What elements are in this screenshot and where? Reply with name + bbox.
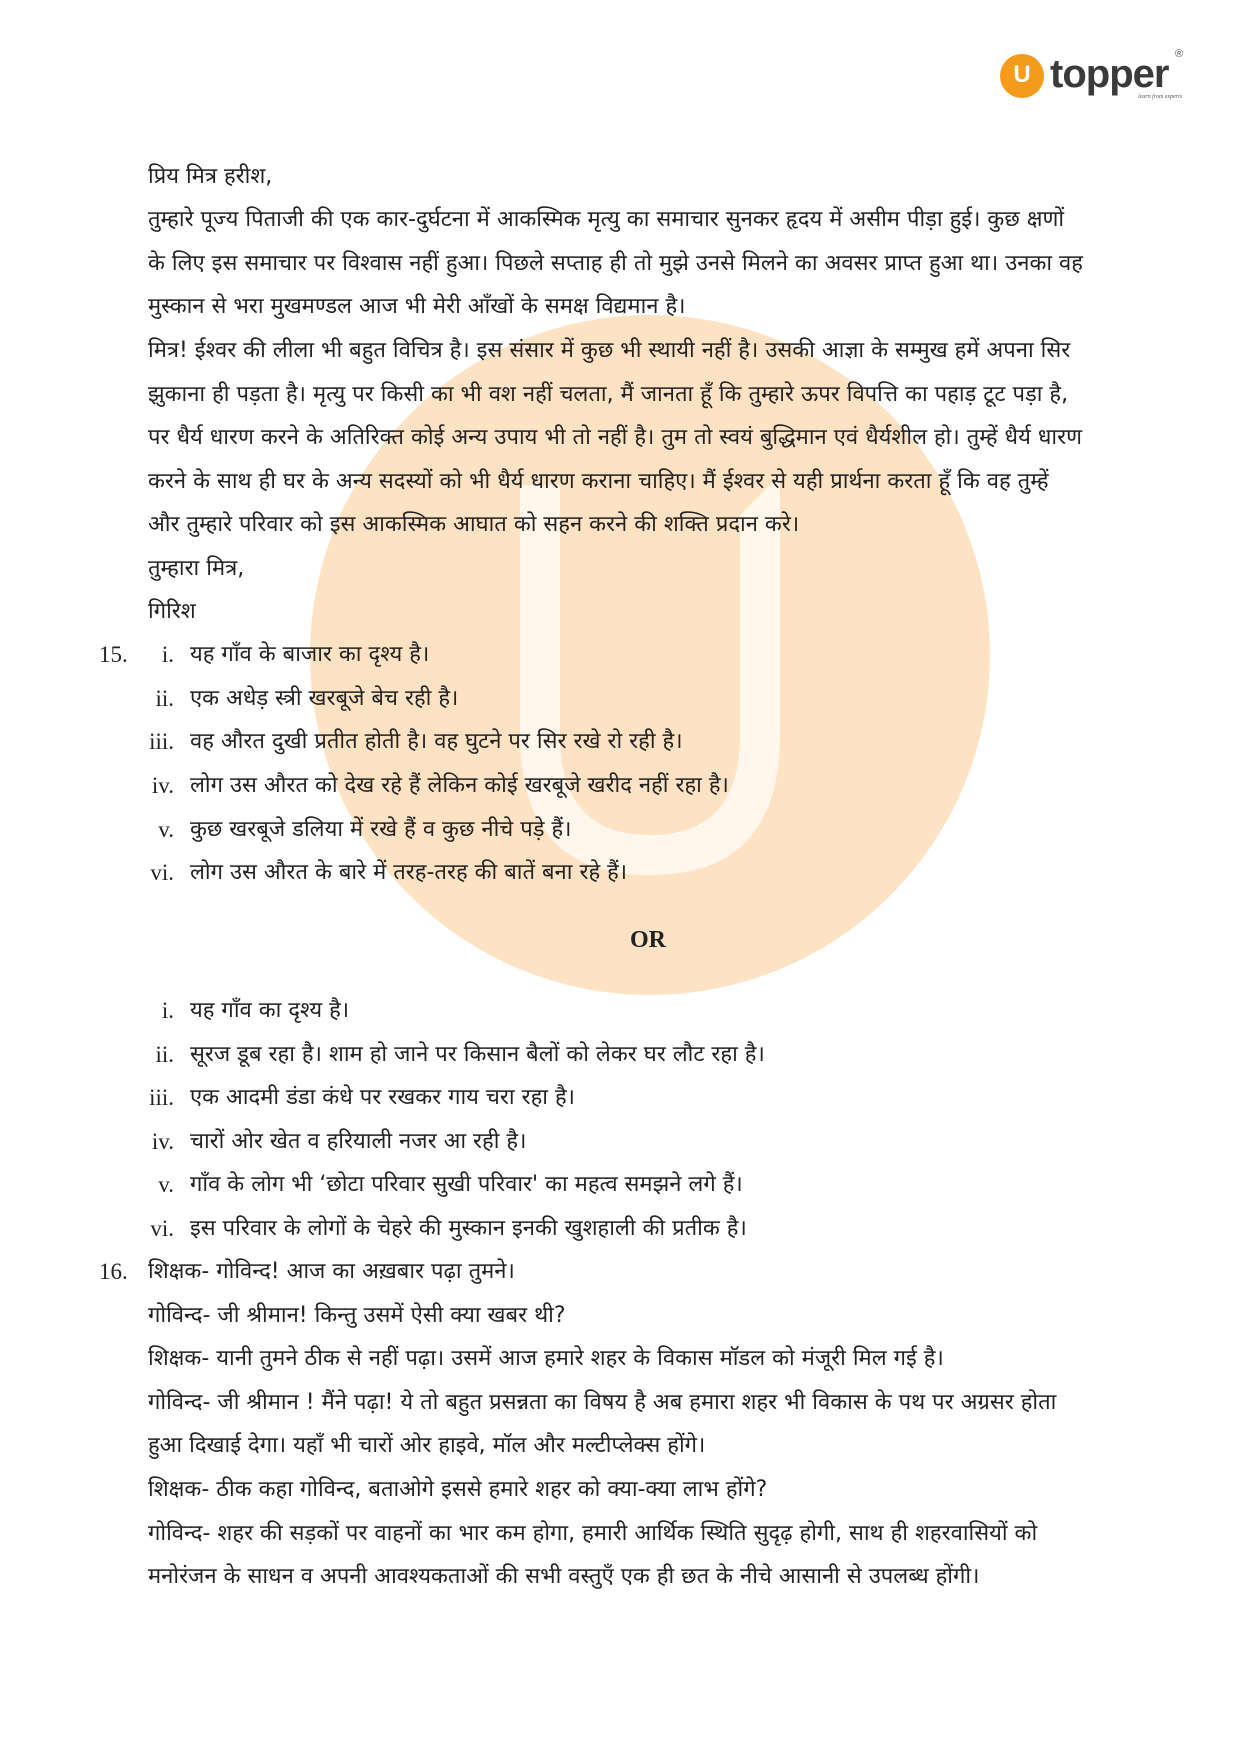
item-label: iii. <box>149 1085 174 1110</box>
dialogue-line: गोविन्द- जी श्रीमान ! मैंने पढ़ा! ये तो बहुत प्रसन्नता का विषय है अब हमारा शहर भी विकास के पथ पर अग्रसर होता <box>148 1390 1057 1415</box>
letter-body-line: के लिए इस समाचार पर विश्वास नहीं हुआ। पिछले सप्ताह ही तो मुझे उनसे मिलने का अवसर प्राप्त हुआ था। उनका वह <box>148 251 1083 276</box>
item-label: i. <box>161 998 174 1023</box>
item-text: इस परिवार के लोगों के चेहरे की मुस्कान इनकी खुशहाली की प्रतीक है। <box>190 1216 747 1241</box>
dialogue-line: गोविन्द- जी श्रीमान! किन्तु उसमें ऐसी क्या खबर थी? <box>148 1303 566 1328</box>
item-text: लोग उस औरत को देख रहे हैं लेकिन कोई खरबूजे खरीद नहीं रहा है। <box>190 773 729 798</box>
item-label: iv. <box>151 1129 174 1154</box>
dialogue-line: हुआ दिखाई देगा। यहाँ भी चारों ओर हाइवे, मॉल और मल्टीप्लेक्स होंगे। <box>148 1433 706 1458</box>
item-label: ii. <box>155 686 174 711</box>
letter-body-line: पर धैर्य धारण करने के अतिरिक्त कोई अन्य उपाय भी तो नहीं है। तुम तो स्वयं बुद्धिमान एवं धैर्यशील हो। तुम्हें धैर्य धारण <box>148 425 1082 450</box>
letter-body-line: मुस्कान से भरा मुखमण्डल आज भी मेरी आँखों के समक्ष विद्यमान है। <box>148 294 686 319</box>
item-label: vi. <box>150 1216 174 1241</box>
dialogue-line: शिक्षक- गोविन्द! आज का अख़बार पढ़ा तुमने। <box>148 1259 515 1284</box>
item-text: सूरज डूब रहा है। शाम हो जाने पर किसान बैलों को लेकर घर लौट रहा है। <box>190 1042 765 1067</box>
brand-tagline: learn from experts <box>1138 94 1183 100</box>
item-text: लोग उस औरत के बारे में तरह-तरह की बातें बना रहे हैं। <box>190 860 628 885</box>
brand-circle-icon: U <box>1000 54 1044 98</box>
brand-name: topper <box>1050 52 1169 96</box>
brand-registered-mark: ® <box>1175 48 1184 60</box>
letter-signature: गिरिश <box>148 599 196 624</box>
item-text: गाँव के लोग भी ‘छोटा परिवार सुखी परिवार' का महत्व समझने लगे हैं। <box>190 1172 743 1197</box>
item-label: ii. <box>155 1042 174 1067</box>
letter-salutation: प्रिय मित्र हरीश, <box>148 164 273 189</box>
item-text: कुछ खरबूजे डलिया में रखे हैं व कुछ नीचे पड़े हैं। <box>190 817 572 842</box>
item-label: i. <box>161 642 174 667</box>
item-label: v. <box>158 817 174 842</box>
item-label: v. <box>158 1172 174 1197</box>
item-text: चारों ओर खेत व हरियाली नजर आ रही है। <box>190 1129 527 1154</box>
letter-body-line: करने के साथ ही घर के अन्य सदस्यों को भी धैर्य धारण कराना चाहिए। मैं ईश्वर से यही प्रार्थना करता हूँ कि वह तुम्हें <box>148 469 1049 494</box>
dialogue-line: शिक्षक- यानी तुमने ठीक से नहीं पढ़ा। उसमें आज हमारे शहर के विकास मॉडल को मंजूरी मिल गई है। <box>148 1346 944 1371</box>
letter-closing: तुम्हारा मित्र, <box>148 556 245 581</box>
question-number: 16. <box>99 1259 128 1284</box>
letter-body-line: झुकाना ही पड़ता है। मृत्यु पर किसी का भी वश नहीं चलता, मैं जानता हूँ कि तुम्हारे ऊपर विपत्ति का पहाड़ टूट पड़ा है, <box>148 382 1069 407</box>
or-separator: OR <box>630 927 666 953</box>
item-text: एक आदमी डंडा कंधे पर रखकर गाय चरा रहा है। <box>190 1085 575 1110</box>
dialogue-line: गोविन्द- शहर की सड़कों पर वाहनों का भार कम होगा, हमारी आर्थिक स्थिति सुदृढ़ होगी, साथ ही शहरवासियों को <box>148 1521 1038 1546</box>
dialogue-line: शिक्षक- ठीक कहा गोविन्द, बताओगे इससे हमारे शहर को क्या-क्या लाभ होंगे? <box>148 1477 768 1502</box>
dialogue-line: मनोरंजन के साधन व अपनी आवश्यकताओं की सभी वस्तुएँ एक ही छत के नीचे आसानी से उपलब्ध होंगी। <box>148 1564 980 1589</box>
item-label: vi. <box>150 860 174 885</box>
item-label: iv. <box>151 773 174 798</box>
letter-body-line: तुम्हारे पूज्य पिताजी की एक कार-दुर्घटना में आकस्मिक मृत्यु का समाचार सुनकर हृदय में असीम पीड़ा हुई। कुछ क्षणों <box>148 207 1065 232</box>
letter-body-line: मित्र! ईश्वर की लीला भी बहुत विचित्र है। इस संसार में कुछ भी स्थायी नहीं है। उसकी आज्ञा के सम्मुख हमें अपना सिर <box>148 338 1071 363</box>
item-text: एक अधेड़ स्त्री खरबूजे बेच रही है। <box>190 686 459 711</box>
item-label: iii. <box>149 729 174 754</box>
item-text: यह गाँव का दृश्य है। <box>190 998 350 1023</box>
item-text: वह औरत दुखी प्रतीत होती है। वह घुटने पर सिर रखे रो रही है। <box>190 729 683 754</box>
question-number: 15. <box>99 642 128 667</box>
letter-body-line: और तुम्हारे परिवार को इस आकस्मिक आघात को सहन करने की शक्ति प्रदान करे। <box>148 512 800 537</box>
item-text: यह गाँव के बाजार का दृश्य है। <box>190 642 430 667</box>
brand-logo <box>1000 48 1200 108</box>
